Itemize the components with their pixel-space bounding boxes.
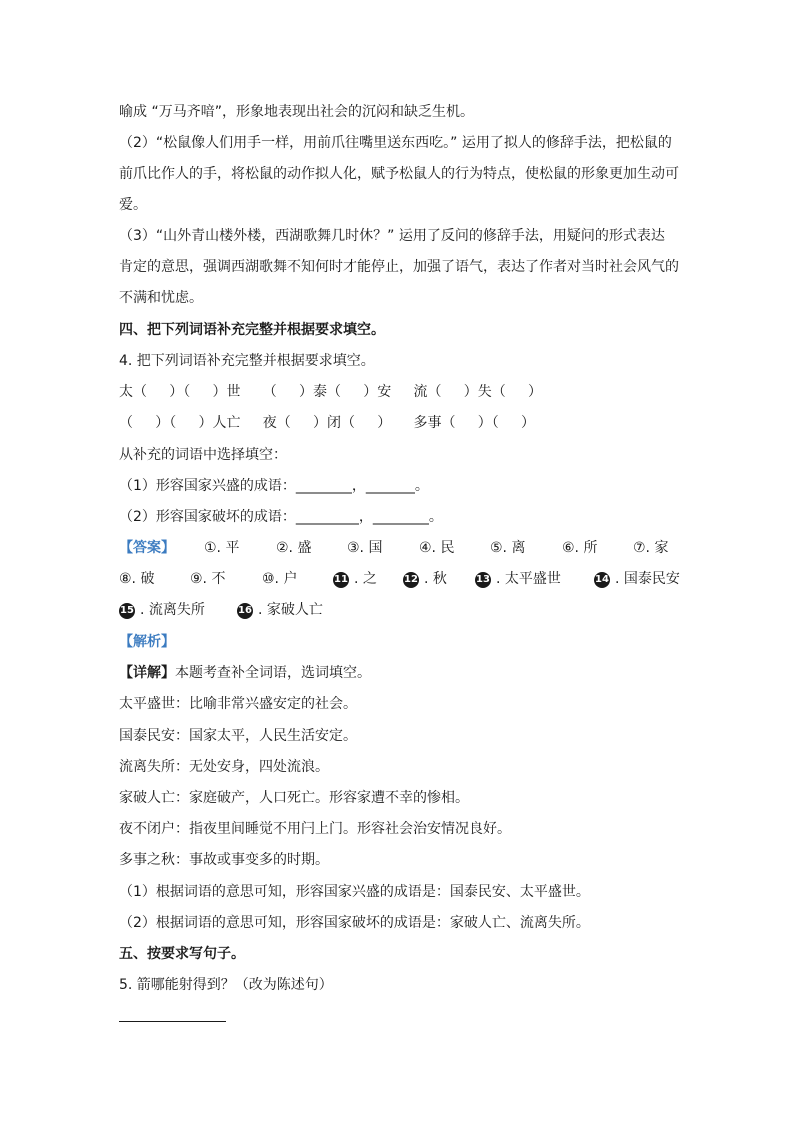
definition-line: 流离失所：无处安身，四处流浪。 (119, 759, 329, 775)
answer-item (475, 569, 561, 589)
paragraph-line: 前爪比作人的手，将松鼠的动作拟人化，赋予松鼠人的行为特点，使松鼠的形象更加生动可 (119, 166, 679, 182)
paragraph-line: 肯定的意思，强调西湖歌舞不知何时才能停止，加强了语气，表达了作者对当时社会风气的 (119, 259, 679, 275)
fill-question: （2）形容国家破坏的成语：_________，________。 (119, 509, 443, 525)
circled-number: 12 (403, 572, 419, 588)
answer-item: ⑦. 家 (633, 540, 669, 556)
answer-item: ①. 平 (204, 540, 240, 556)
answer-item (594, 569, 680, 589)
analysis-label: 【解析】 (119, 634, 175, 650)
answer-item: ④. 民 (419, 540, 455, 556)
answer-text: . 秋 (424, 571, 447, 587)
answer-underline (119, 1021, 226, 1022)
circled-number: 14 (594, 572, 610, 588)
answer-item: ⑩. 户 (262, 571, 298, 587)
paragraph-line: 爱。 (119, 197, 147, 213)
section-heading: 四、把下列词语补充完整并根据要求填空。 (119, 322, 385, 338)
answer-item (333, 569, 377, 589)
definition-line: 国泰民安：国家太平，人民生活安定。 (119, 728, 357, 744)
answer-item: ⑨. 不 (190, 571, 226, 587)
circled-number: 13 (475, 572, 491, 588)
answer-item: ③. 国 (347, 540, 383, 556)
answer-line (119, 538, 669, 558)
definition-line: 太平盛世：比喻非常兴盛安定的社会。 (119, 696, 357, 712)
conclusion-line: （1）根据词语的意思可知，形容国家兴盛的成语是：国泰民安、太平盛世。 (119, 884, 590, 900)
answer-text: . 流离失所 (140, 602, 205, 618)
answer-item (403, 569, 447, 589)
question-title: 5. 箭哪能射得到？（改为陈述句） (119, 977, 333, 993)
answer-item: ②. 盛 (276, 540, 312, 556)
answer-item: ⑧. 破 (119, 571, 155, 587)
answer-text: . 太平盛世 (496, 571, 561, 587)
answer-item (119, 600, 205, 620)
answer-item (237, 600, 323, 620)
answer-item: ⑥. 所 (562, 540, 598, 556)
answer-text: . 之 (354, 571, 377, 587)
definition-line: 夜不闭户：指夜里间睡觉不用闩上门。形容社会治安情况良好。 (119, 821, 511, 837)
answer-text: . 国泰民安 (615, 571, 680, 587)
idiom-blanks-row: 太（ ）（ ）世 （ ）泰（ ）安 流（ ）失（ ） (119, 384, 543, 400)
detail-text: 本题考查补全词语，选词填空。 (175, 665, 371, 681)
circled-number: 15 (119, 603, 135, 619)
definition-line: 多事之秋：事故或事变多的时期。 (119, 852, 329, 868)
paragraph-line: 不满和忧虑。 (119, 290, 203, 306)
paragraph-line: （3）“山外青山楼外楼，西湖歌舞几时休？” 运用了反问的修辞手法，用疑问的形式表达 (119, 228, 665, 244)
idiom-blanks-row: （ ）（ ）人亡 夜（ ）闭（ ） 多事（ ）（ ） (119, 415, 536, 431)
paragraph-line: （2）“松鼠像人们用手一样，用前爪往嘴里送东西吃。” 运用了拟人的修辞手法，把松鼠的 (119, 135, 672, 151)
detail-line (119, 663, 371, 683)
answer-text: . 家破人亡 (258, 602, 323, 618)
paragraph-line: 喻成 “万马齐喑”，形象地表现出社会的沉闷和缺乏生机。 (119, 104, 474, 120)
answer-label: 【答案】 (119, 540, 175, 556)
instruction-text: 从补充的词语中选择填空： (119, 447, 287, 463)
section-heading: 五、按要求写句子。 (119, 946, 245, 962)
definition-line: 家破人亡：家庭破产，人口死亡。形容家遭不幸的惨相。 (119, 790, 469, 806)
question-title: 4. 把下列词语补充完整并根据要求填空。 (119, 353, 375, 369)
circled-number: 11 (333, 572, 349, 588)
fill-question: （1）形容国家兴盛的成语：________，_______。 (119, 478, 429, 494)
answer-item: ⑤. 离 (490, 540, 526, 556)
detail-label: 【详解】 (119, 665, 175, 681)
conclusion-line: （2）根据词语的意思可知，形容国家破坏的成语是：家破人亡、流离失所。 (119, 915, 590, 931)
circled-number: 16 (237, 603, 253, 619)
